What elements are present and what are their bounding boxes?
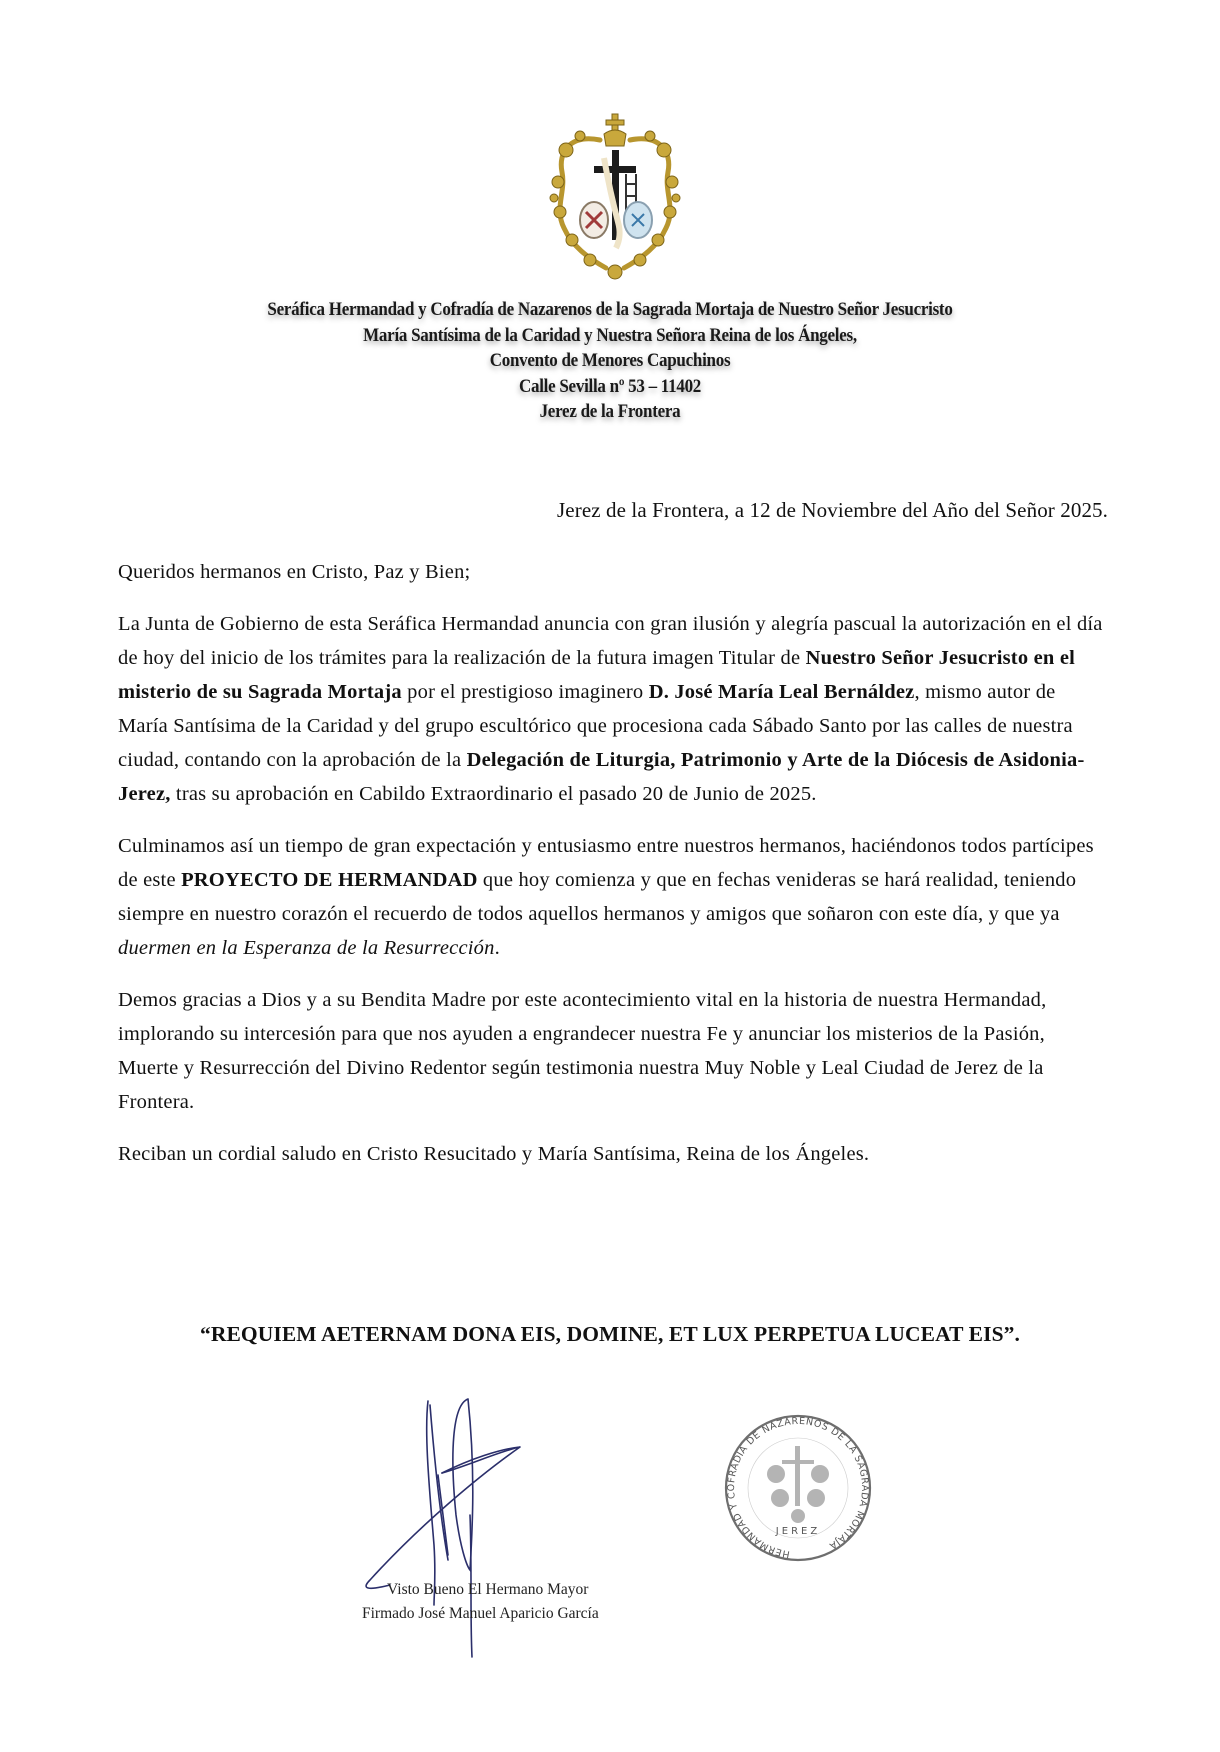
- bold-sculptor-name: D. José María Leal Bernáldez: [648, 681, 915, 703]
- text-run: por el prestigioso imaginero: [401, 681, 649, 703]
- coat-of-arms-logo: [540, 112, 690, 282]
- text-run: Culminamos así un tiempo de gran expectación y entusiasmo entre nuestros hermanos, haciéndonos todos partícipes de este: [118, 835, 1094, 891]
- paragraph-thanks: Demos gracias a Dios y a su Bendita Madre por este acontecimiento vital en la historia de nuestra Hermandad, implorando su intercesión para que nos ayuden a engrandecer nuestra Fe y anunciar los misterios de la Pasión, Muerte y Resurrección del Divino Redentor según testimonia nuestra Muy Noble y Leal Ciudad de Jerez de la Frontera.: [118, 989, 1047, 1113]
- text-run: tras su aprobación en Cabildo Extraordinario el pasado 20 de Junio de 2025.: [170, 783, 817, 805]
- paragraph-project: [118, 829, 1108, 965]
- letterhead: [0, 298, 1220, 426]
- seal-center-text: JEREZ: [775, 1526, 821, 1537]
- street-address: Calle Sevilla nº 53 – 11402: [518, 376, 702, 397]
- seal-ring-text-path: HERMANDAD Y COFRADIA DE NAZARENOS DE LA SAGRADA MORTAJA: [726, 1415, 871, 1560]
- bold-project-name: PROYECTO DE HERMANDAD: [181, 869, 478, 891]
- brotherhood-name: Seráfica Hermandad y Cofradía de Nazarenos de la Sagrada Mortaja de Nuestro Señor Jesucristo: [267, 300, 953, 320]
- city: Jerez de la Frontera: [539, 402, 681, 422]
- bold-delegation-name: Delegación de Liturgia, Patrimonio y Arte de la Diócesis de Asidonia-Jerez,: [118, 749, 1085, 805]
- brotherhood-titulars: María Santísima de la Caridad y Nuestra Señora Reina de los Ángeles,: [363, 325, 857, 346]
- letter-body: [118, 555, 1108, 1189]
- italic-phrase: duermen en la Esperanza de la Resurrección: [118, 937, 495, 959]
- signature-role: Visto Bueno El Hermano Mayor: [387, 1581, 589, 1598]
- brotherhood-seal-stamp: [718, 1402, 878, 1582]
- convent-name: Convento de Menores Capuchinos: [489, 351, 731, 371]
- date-line: Jerez de la Frontera, a 12 de Noviembre del Año del Señor 2025.: [557, 498, 1108, 522]
- signature-name: Firmado José Manuel Aparicio García: [362, 1605, 599, 1622]
- text-run: , mismo autor de María Santísima de la Caridad y del grupo escultórico que procesiona cada Sábado Santo por las calles de nuestra ciudad, contando con la aprobación de la: [118, 681, 1073, 771]
- bold-image-title: Nuestro Señor Jesucristo en el misterio de su Sagrada Mortaja: [118, 647, 1076, 703]
- paragraph-announcement: [118, 607, 1108, 811]
- paragraph-closing: Reciban un cordial saludo en Cristo Resucitado y María Santísima, Reina de los Ángeles.: [118, 1143, 870, 1165]
- latin-motto: “REQUIEM AETERNAM DONA EIS, DOMINE, ET LUX PERPETUA LUCEAT EIS”.: [200, 1322, 1020, 1346]
- greeting: Queridos hermanos en Cristo, Paz y Bien;: [118, 561, 471, 583]
- text-run: La Junta de Gobierno de esta Seráfica Hermandad anuncia con gran ilusión y alegría pascual la autorización en el día de hoy del inicio de los trámites para la realización de la futura imagen Titular de: [118, 613, 1103, 669]
- signature-block: [330, 1395, 670, 1665]
- signature-caption: [362, 1578, 599, 1626]
- text-run: .: [494, 937, 500, 959]
- text-run: que hoy comienza y que en fechas venideras se hará realidad, teniendo siempre en nuestro corazón el recuerdo de todos aquellos hermanos y amigos que soñaron con este día, y que ya: [118, 869, 1077, 925]
